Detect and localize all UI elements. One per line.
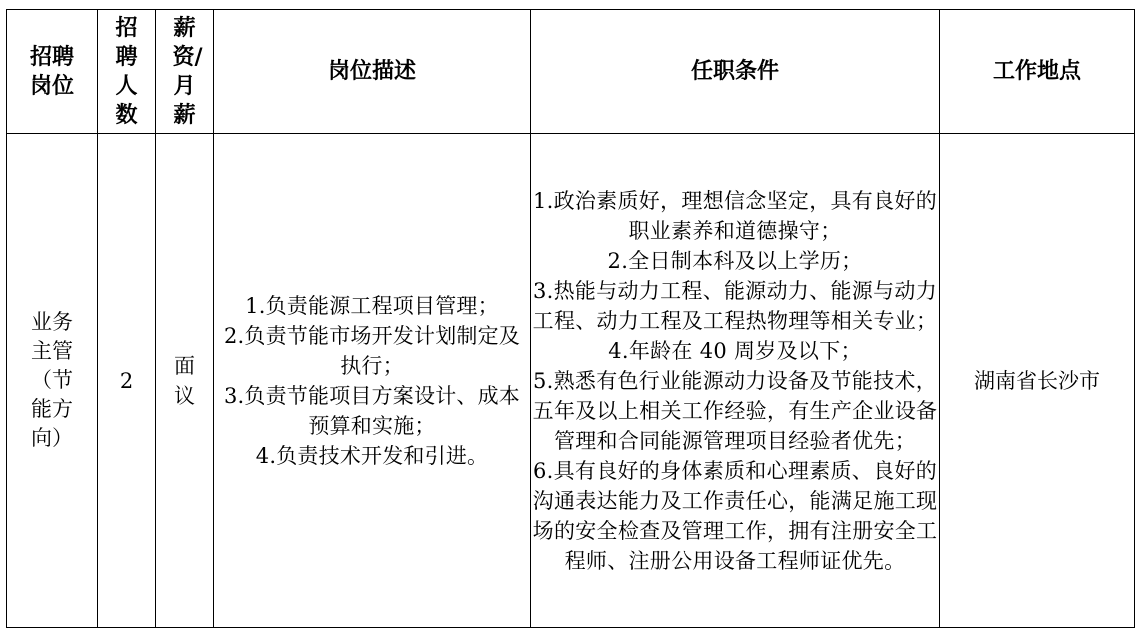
cell-position: 业务主管（节能方向）: [7, 134, 98, 628]
cell-headcount: 2: [98, 134, 156, 628]
header-requirements: 任职条件: [531, 10, 940, 134]
description-item: 3.负责节能项目方案设计、成本预算和实施；: [223, 383, 521, 438]
cell-salary: 面议: [156, 134, 214, 628]
header-description: 岗位描述: [214, 10, 531, 134]
description-item: 4.负责技术开发和引进。: [255, 443, 489, 468]
cell-location: 湖南省长沙市: [940, 134, 1135, 628]
requirement-item: 3.热能与动力工程、能源动力、能源与动力工程、动力工程及工程热物理等相关专业；: [532, 278, 938, 333]
header-row: [7, 10, 1135, 134]
cell-description: [214, 134, 531, 628]
requirement-item: 5.熟悉有色行业能源动力设备及节能技术，五年及以上相关工作经验，有生产企业设备管理和合同能源管理项目经验者优先；: [532, 368, 938, 453]
requirement-item: 4.年龄在 40 周岁及以下；: [608, 338, 862, 363]
requirement-item: 2.全日制本科及以上学历；: [607, 248, 863, 273]
cell-requirements: [531, 134, 940, 628]
requirement-item: 1.政治素质好，理想信念坚定，具有良好的职业素养和道德操守；: [532, 188, 938, 243]
header-location: 工作地点: [940, 10, 1135, 134]
description-item: 2.负责节能市场开发计划制定及执行；: [223, 323, 521, 378]
description-item: 1.负责能源工程项目管理；: [245, 293, 499, 318]
job-posting-table: [6, 9, 1135, 628]
requirement-item: 6.具有良好的身体素质和心理素质、良好的沟通表达能力及工作责任心，能满足施工现场的安全检查及管理工作，拥有注册安全工程师、注册公用设备工程师证优先。: [532, 458, 938, 573]
header-headcount: 招聘人数: [98, 10, 156, 134]
header-position: 招聘岗位: [7, 10, 98, 134]
header-salary: 薪资/月薪: [156, 10, 214, 134]
table-row: [7, 134, 1135, 628]
